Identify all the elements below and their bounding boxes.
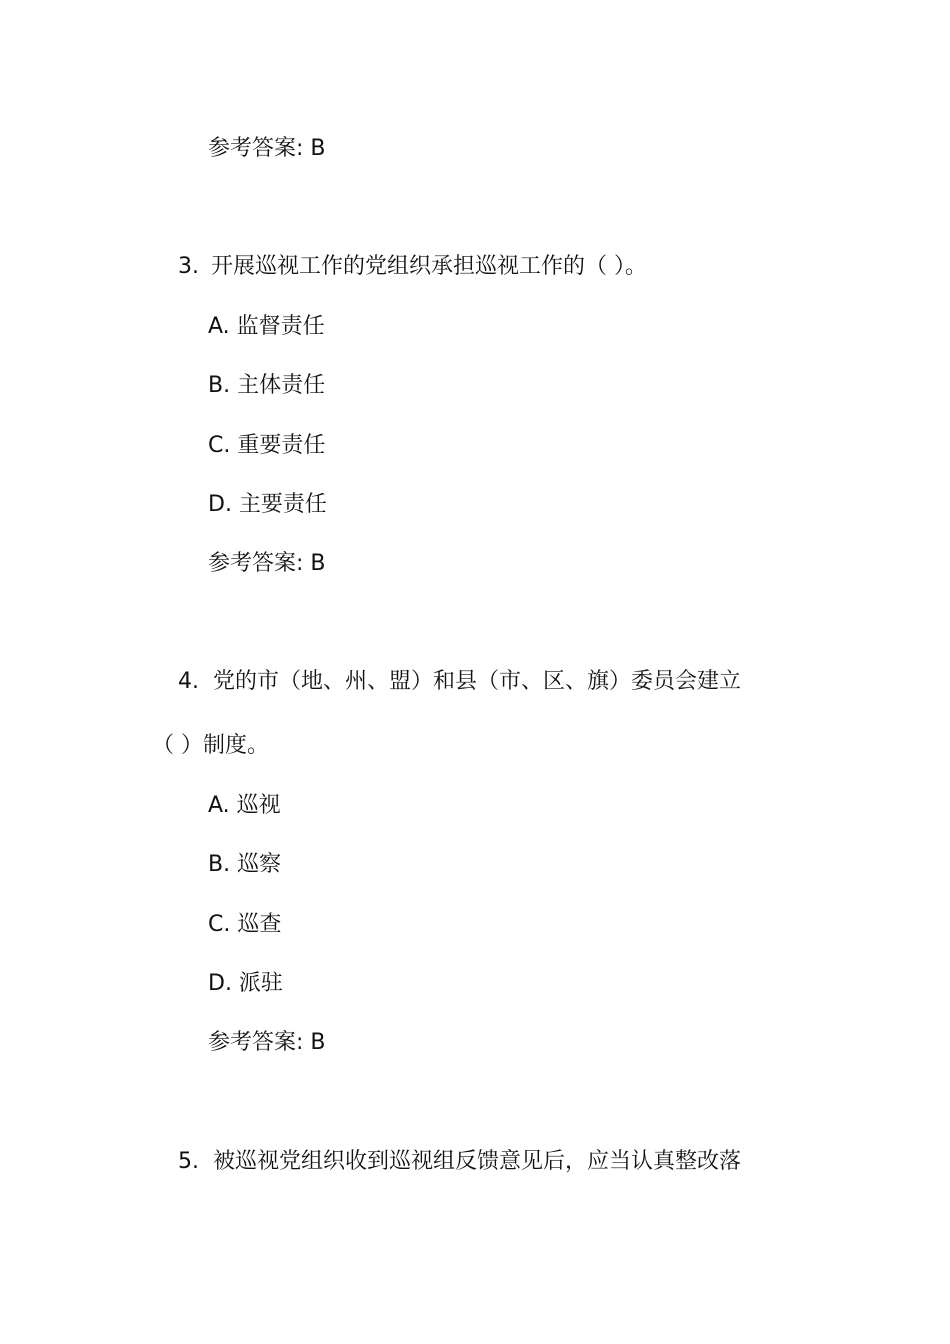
question-4-option-a: A. 巡视 xyxy=(208,793,281,818)
question-4-option-b: B. 巡察 xyxy=(208,852,282,877)
question-text: 开展巡视工作的党组织承担巡视工作的（ ）。 xyxy=(211,254,647,279)
question-4-stem xyxy=(178,667,741,697)
question-text: 被巡视党组织收到巡视组反馈意见后，应当认真整改落 xyxy=(213,1149,742,1174)
question-4-option-d: D. 派驻 xyxy=(208,971,283,996)
question-text: 党的市（地、州、盟）和县（市、区、旗）委员会建立 xyxy=(213,669,742,694)
question-3-option-d: D. 主要责任 xyxy=(208,492,327,517)
question-number: 3. xyxy=(178,254,199,279)
question-3-option-a: A. 监督责任 xyxy=(208,314,325,339)
previous-answer: 参考答案: B xyxy=(208,136,326,161)
question-3-answer: 参考答案: B xyxy=(208,551,326,576)
question-3-stem xyxy=(178,252,647,282)
question-5-stem xyxy=(178,1147,741,1177)
question-3-option-b: B. 主体责任 xyxy=(208,373,326,398)
question-4-option-c: C. 巡查 xyxy=(208,912,282,937)
question-number: 4. xyxy=(178,669,199,694)
question-4-stem-continued: （ ）制度。 xyxy=(152,733,269,758)
question-4-answer: 参考答案: B xyxy=(208,1030,326,1055)
question-3-option-c: C. 重要责任 xyxy=(208,433,326,458)
question-number: 5. xyxy=(178,1149,199,1174)
